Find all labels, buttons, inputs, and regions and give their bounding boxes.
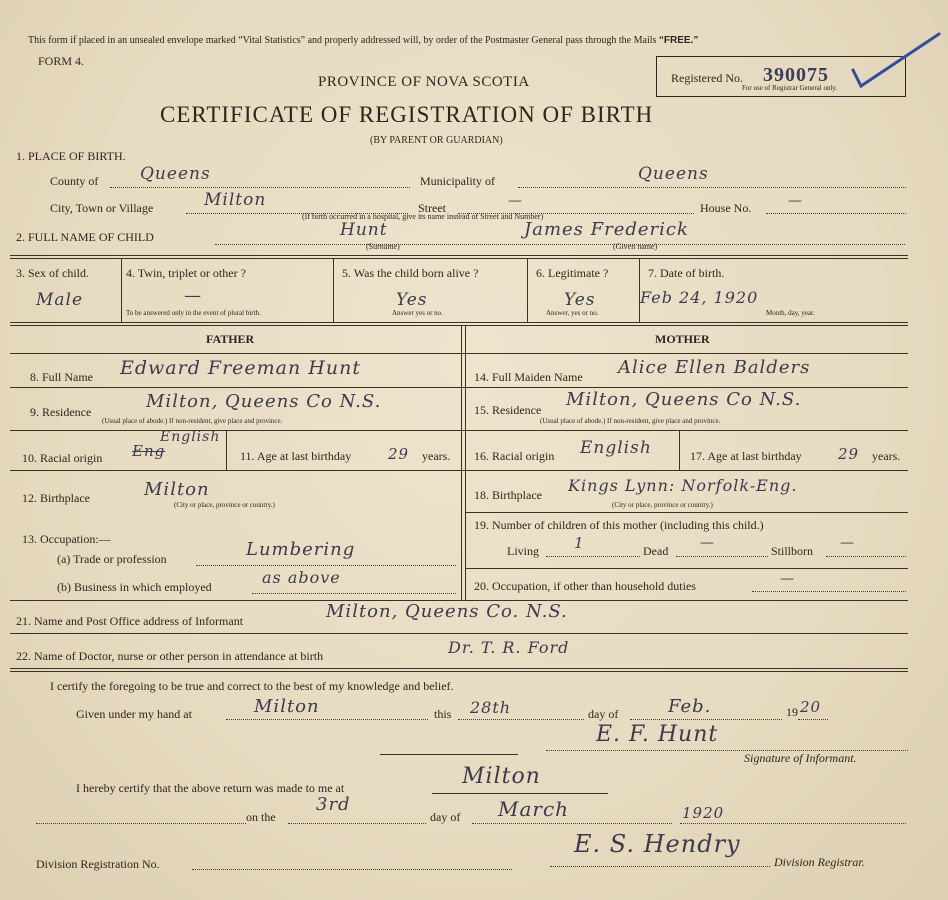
dob-value: Feb 24, 1920	[640, 288, 759, 307]
division-registration-label: Division Registration No.	[36, 857, 160, 871]
county-value: Queens	[140, 164, 211, 184]
business-value: as above	[262, 568, 341, 587]
legit-value: Yes	[564, 290, 596, 310]
city-value: Milton	[204, 190, 267, 210]
doctor-label: 22. Name of Doctor, nurse or other person in attendance at birth	[16, 649, 324, 663]
mother-residence-note: (Usual place of abode.) If non-resident, give place and province.	[540, 417, 721, 425]
return-label: I hereby certify that the above return was made to me at	[76, 781, 345, 795]
father-age: 29	[388, 445, 410, 463]
given-under-label: Given under my hand at	[76, 707, 192, 721]
city-label: City, Town or Village	[50, 201, 154, 215]
division-registrar-label: Division Registrar.	[774, 855, 865, 869]
twin-value: —	[184, 286, 202, 306]
mother-age-label: 17. Age at last birthday	[690, 449, 802, 463]
province-heading: PROVINCE OF NOVA SCOTIA	[318, 74, 530, 90]
child-given-name: James Frederick	[524, 219, 689, 240]
dob-label: 7. Date of birth.	[648, 266, 725, 280]
return-day: 3rd	[316, 794, 351, 815]
surname-caption: (Surname)	[366, 242, 400, 251]
mother-racial: English	[580, 438, 652, 458]
county-label: County of	[50, 174, 99, 188]
given-place: Milton	[254, 696, 320, 717]
place-heading: 1. PLACE OF BIRTH.	[16, 149, 126, 163]
on-the-label: on the	[246, 810, 276, 824]
check-mark-icon	[845, 30, 945, 92]
alive-value: Yes	[396, 290, 428, 310]
given-year: 20	[800, 698, 822, 716]
hospital-note: (If birth occurred in a hospital, give its name instead of Street and Number)	[302, 212, 544, 221]
dead-value: —	[700, 535, 715, 551]
legit-note: Answer, yes or no.	[546, 309, 599, 317]
dob-note: Month, day, year.	[766, 309, 815, 317]
mother-birthplace-label: 18. Birthplace	[474, 488, 542, 502]
street-value: —	[508, 193, 523, 209]
house-value: —	[788, 193, 803, 209]
father-residence-note: (Usual place of abode.) If non-resident, give place and province.	[102, 417, 283, 425]
child-surname: Hunt	[340, 220, 388, 240]
child-name-label: 2. FULL NAME OF CHILD	[16, 230, 154, 244]
municipality-value: Queens	[638, 164, 709, 184]
dead-label: Dead	[643, 544, 669, 558]
stillborn-label: Stillborn	[771, 544, 814, 558]
registered-number: 390075	[763, 64, 829, 86]
registrar-note: For use of Registrar General only.	[742, 84, 838, 92]
mother-racial-label: 16. Racial origin	[474, 449, 555, 463]
signature-of-informant-label: Signature of Informant.	[744, 751, 857, 765]
informant-label: 21. Name and Post Office address of Informant	[16, 614, 244, 628]
twin-note: To be answered only in the event of plural birth.	[126, 309, 261, 317]
this-label: this	[434, 707, 452, 721]
given-caption: (Given name)	[613, 242, 658, 251]
day-of-label: day of	[588, 707, 619, 721]
father-age-label: 11. Age at last birthday	[240, 449, 352, 463]
trade-label: (a) Trade or profession	[57, 552, 167, 566]
mother-age: 29	[838, 445, 860, 463]
father-birthplace-note: (City or place, province or country.)	[174, 501, 275, 509]
father-racial: English	[160, 429, 221, 445]
father-residence-label: 9. Residence	[30, 405, 92, 419]
municipality-label: Municipality of	[420, 174, 495, 188]
house-label: House No.	[700, 201, 752, 215]
twin-label: 4. Twin, triplet or other ?	[126, 266, 246, 280]
legit-label: 6. Legitimate ?	[536, 266, 609, 280]
return-month: March	[498, 797, 570, 821]
page-subtitle: (BY PARENT OR GUARDIAN)	[370, 135, 503, 146]
trade-value: Lumbering	[246, 539, 356, 560]
mother-birthplace: Kings Lynn: Norfolk-Eng.	[568, 476, 798, 495]
street-label: Street	[418, 201, 446, 215]
father-name: Edward Freeman Hunt	[120, 357, 361, 379]
business-label: (b) Business in which employed	[57, 580, 212, 594]
mother-name: Alice Ellen Balders	[618, 357, 811, 378]
mother-birthplace-note: (City or place, province or country.)	[612, 501, 713, 509]
father-heading: FATHER	[206, 332, 255, 346]
mother-heading: MOTHER	[655, 332, 710, 346]
alive-label: 5. Was the child born alive ?	[342, 266, 479, 280]
return-year: 1920	[682, 804, 725, 822]
return-place: Milton	[462, 764, 541, 789]
return-day-of-label: day of	[430, 810, 461, 824]
mother-residence: Milton, Queens Co N.S.	[566, 389, 802, 410]
alive-note: Answer yes or no.	[392, 309, 443, 317]
father-years: years.	[422, 449, 451, 463]
mother-residence-label: 15. Residence	[474, 403, 542, 417]
stillborn-value: —	[840, 535, 855, 551]
informant-value: Milton, Queens Co. N.S.	[326, 601, 568, 622]
mail-notice: This form if placed in an unsealed envelope marked “Vital Statistics” and properly addressed will, by order of the Postmaster General pass through the Mails “FREE.”	[28, 35, 699, 46]
father-birthplace-label: 12. Birthplace	[22, 491, 90, 505]
children-label: 19. Number of children of this mother (including this child.)	[474, 518, 764, 532]
given-month: Feb.	[668, 696, 712, 717]
page-title: CERTIFICATE OF REGISTRATION OF BIRTH	[160, 102, 654, 127]
mother-occupation-label: 20. Occupation, if other than household duties	[474, 579, 696, 593]
living-value: 1	[574, 534, 585, 552]
informant-signature: E. F. Hunt	[596, 722, 719, 747]
year-prefix: 19	[786, 705, 798, 719]
registered-label: Registered No.	[671, 71, 743, 85]
father-racial-label: 10. Racial origin	[22, 451, 103, 465]
father-residence: Milton, Queens Co N.S.	[146, 391, 382, 412]
living-label: Living	[507, 544, 539, 558]
sex-value: Male	[36, 290, 84, 310]
mother-years: years.	[872, 449, 901, 463]
father-racial-struck: Eng	[132, 442, 166, 460]
registrar-signature: E. S. Hendry	[574, 830, 741, 858]
mother-name-label: 14. Full Maiden Name	[474, 370, 583, 384]
father-occupation-label: 13. Occupation:—	[22, 532, 111, 546]
form-number: FORM 4.	[38, 54, 85, 68]
father-birthplace: Milton	[144, 479, 210, 500]
sex-label: 3. Sex of child.	[16, 266, 89, 280]
certify-statement: I certify the foregoing to be true and correct to the best of my knowledge and belief.	[50, 679, 454, 693]
given-day: 28th	[470, 698, 512, 717]
doctor-value: Dr. T. R. Ford	[448, 638, 570, 657]
mother-occupation: —	[780, 571, 795, 587]
father-name-label: 8. Full Name	[30, 370, 93, 384]
